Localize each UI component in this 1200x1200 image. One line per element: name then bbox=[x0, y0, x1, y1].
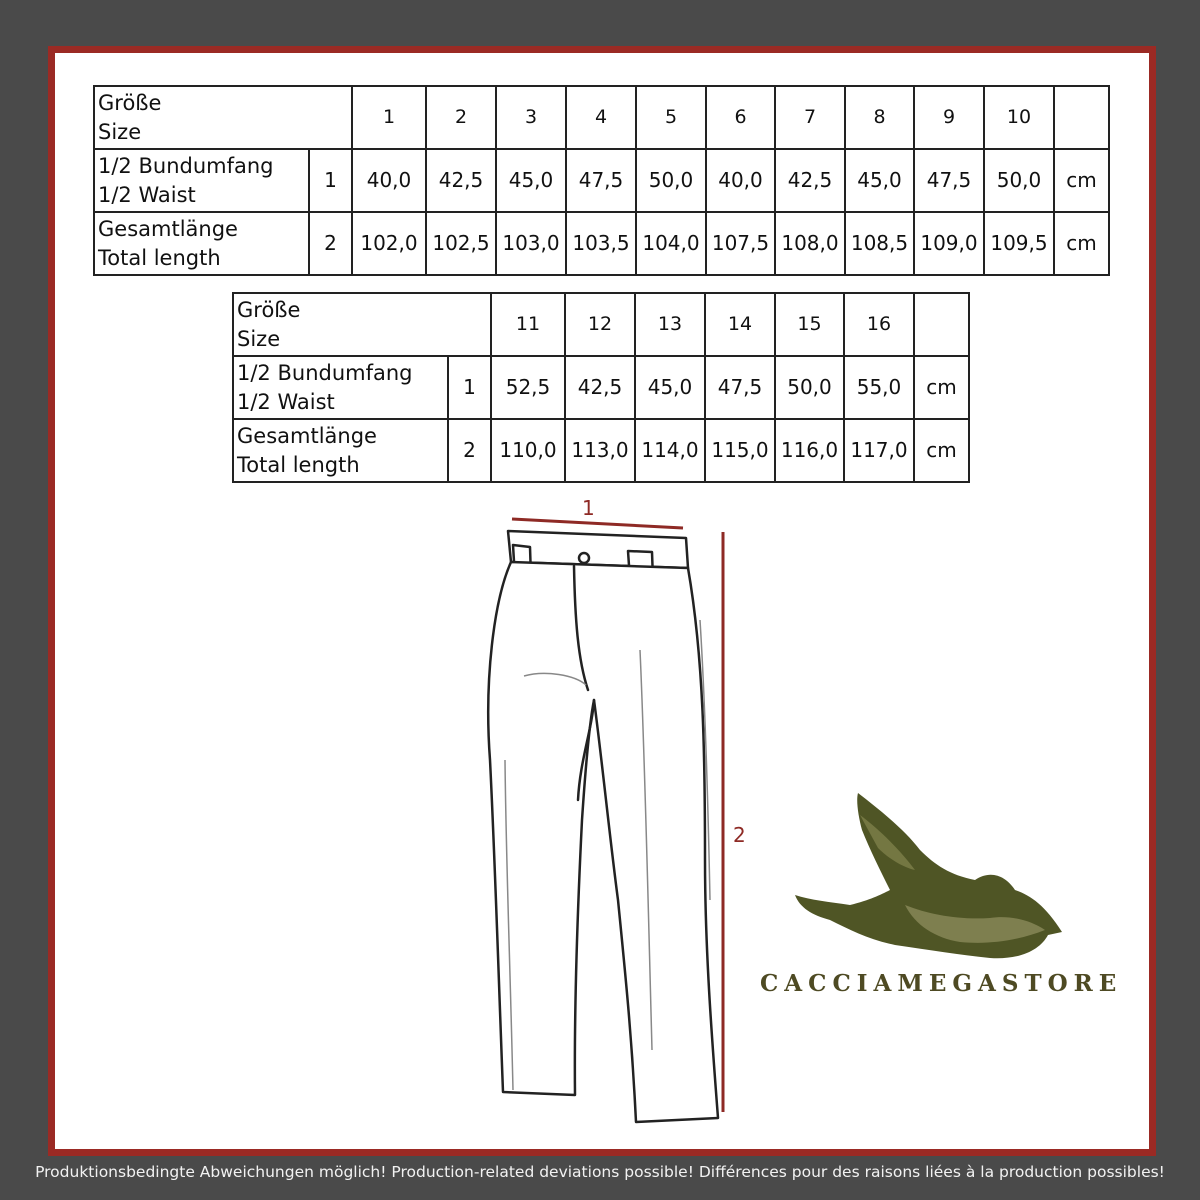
value-cell: 117,0 bbox=[844, 419, 914, 482]
size-cell: 9 bbox=[914, 86, 984, 149]
brand-name: CACCIAMEGASTORE bbox=[760, 970, 1123, 997]
size-cell: 1 bbox=[352, 86, 426, 149]
pants-illustration bbox=[440, 490, 770, 1140]
value-cell: 107,5 bbox=[706, 212, 775, 275]
size-cell: 14 bbox=[705, 293, 775, 356]
value-cell: 103,5 bbox=[566, 212, 636, 275]
value-cell: 42,5 bbox=[565, 356, 635, 419]
value-cell: 109,0 bbox=[914, 212, 984, 275]
value-cell: 47,5 bbox=[914, 149, 984, 212]
value-cell: 102,0 bbox=[352, 212, 426, 275]
row-number: 1 bbox=[309, 149, 352, 212]
footer-disclaimer: Produktionsbedingte Abweichungen möglich! Production-related deviations possible! Différences pour des raisons liées à la production possibles! bbox=[35, 1163, 1165, 1181]
row-number: 2 bbox=[448, 419, 491, 482]
unit-cell: cm bbox=[914, 356, 969, 419]
value-cell: 42,5 bbox=[775, 149, 845, 212]
value-cell: 113,0 bbox=[565, 419, 635, 482]
size-header-label: Größe Size bbox=[94, 86, 352, 149]
row-label-length: Gesamtlänge Total length bbox=[94, 212, 309, 275]
value-cell: 40,0 bbox=[706, 149, 775, 212]
waist-measure-line bbox=[512, 519, 683, 528]
size-cell: 8 bbox=[845, 86, 914, 149]
value-cell: 45,0 bbox=[496, 149, 566, 212]
value-cell: 102,5 bbox=[426, 212, 496, 275]
row-label-waist: 1/2 Bundumfang 1/2 Waist bbox=[94, 149, 309, 212]
value-cell: 42,5 bbox=[426, 149, 496, 212]
value-cell: 55,0 bbox=[844, 356, 914, 419]
row-number: 2 bbox=[309, 212, 352, 275]
size-cell: 7 bbox=[775, 86, 845, 149]
value-cell: 114,0 bbox=[635, 419, 705, 482]
value-cell: 47,5 bbox=[566, 149, 636, 212]
value-cell: 110,0 bbox=[491, 419, 565, 482]
table-row bbox=[233, 356, 969, 419]
value-cell: 104,0 bbox=[636, 212, 706, 275]
unit-cell: cm bbox=[1054, 149, 1109, 212]
size-cell: 4 bbox=[566, 86, 636, 149]
size-cell: 3 bbox=[496, 86, 566, 149]
empty-cell bbox=[914, 293, 969, 356]
size-cell: 11 bbox=[491, 293, 565, 356]
value-cell: 108,0 bbox=[775, 212, 845, 275]
size-cell: 6 bbox=[706, 86, 775, 149]
value-cell: 52,5 bbox=[491, 356, 565, 419]
table-row bbox=[94, 212, 1109, 275]
row-number: 1 bbox=[448, 356, 491, 419]
value-cell: 50,0 bbox=[984, 149, 1054, 212]
empty-cell bbox=[1054, 86, 1109, 149]
size-cell: 12 bbox=[565, 293, 635, 356]
size-table-1 bbox=[93, 85, 1110, 276]
row-label-waist: 1/2 Bundumfang 1/2 Waist bbox=[233, 356, 448, 419]
row-label-length: Gesamtlänge Total length bbox=[233, 419, 448, 482]
value-cell: 40,0 bbox=[352, 149, 426, 212]
table-row bbox=[233, 293, 969, 356]
table-row bbox=[94, 149, 1109, 212]
length-marker: 2 bbox=[733, 823, 746, 847]
size-cell: 2 bbox=[426, 86, 496, 149]
size-cell: 5 bbox=[636, 86, 706, 149]
value-cell: 45,0 bbox=[635, 356, 705, 419]
size-table-2 bbox=[232, 292, 970, 483]
value-cell: 115,0 bbox=[705, 419, 775, 482]
value-cell: 108,5 bbox=[845, 212, 914, 275]
value-cell: 50,0 bbox=[636, 149, 706, 212]
bird-logo bbox=[780, 780, 1080, 980]
value-cell: 45,0 bbox=[845, 149, 914, 212]
size-cell: 15 bbox=[775, 293, 844, 356]
size-cell: 16 bbox=[844, 293, 914, 356]
value-cell: 50,0 bbox=[775, 356, 844, 419]
table-row bbox=[94, 86, 1109, 149]
waist-marker: 1 bbox=[582, 496, 595, 520]
size-cell: 10 bbox=[984, 86, 1054, 149]
table-row bbox=[233, 419, 969, 482]
unit-cell: cm bbox=[914, 419, 969, 482]
size-header-label: Größe Size bbox=[233, 293, 491, 356]
value-cell: 103,0 bbox=[496, 212, 566, 275]
value-cell: 109,5 bbox=[984, 212, 1054, 275]
size-cell: 13 bbox=[635, 293, 705, 356]
unit-cell: cm bbox=[1054, 212, 1109, 275]
value-cell: 116,0 bbox=[775, 419, 844, 482]
value-cell: 47,5 bbox=[705, 356, 775, 419]
